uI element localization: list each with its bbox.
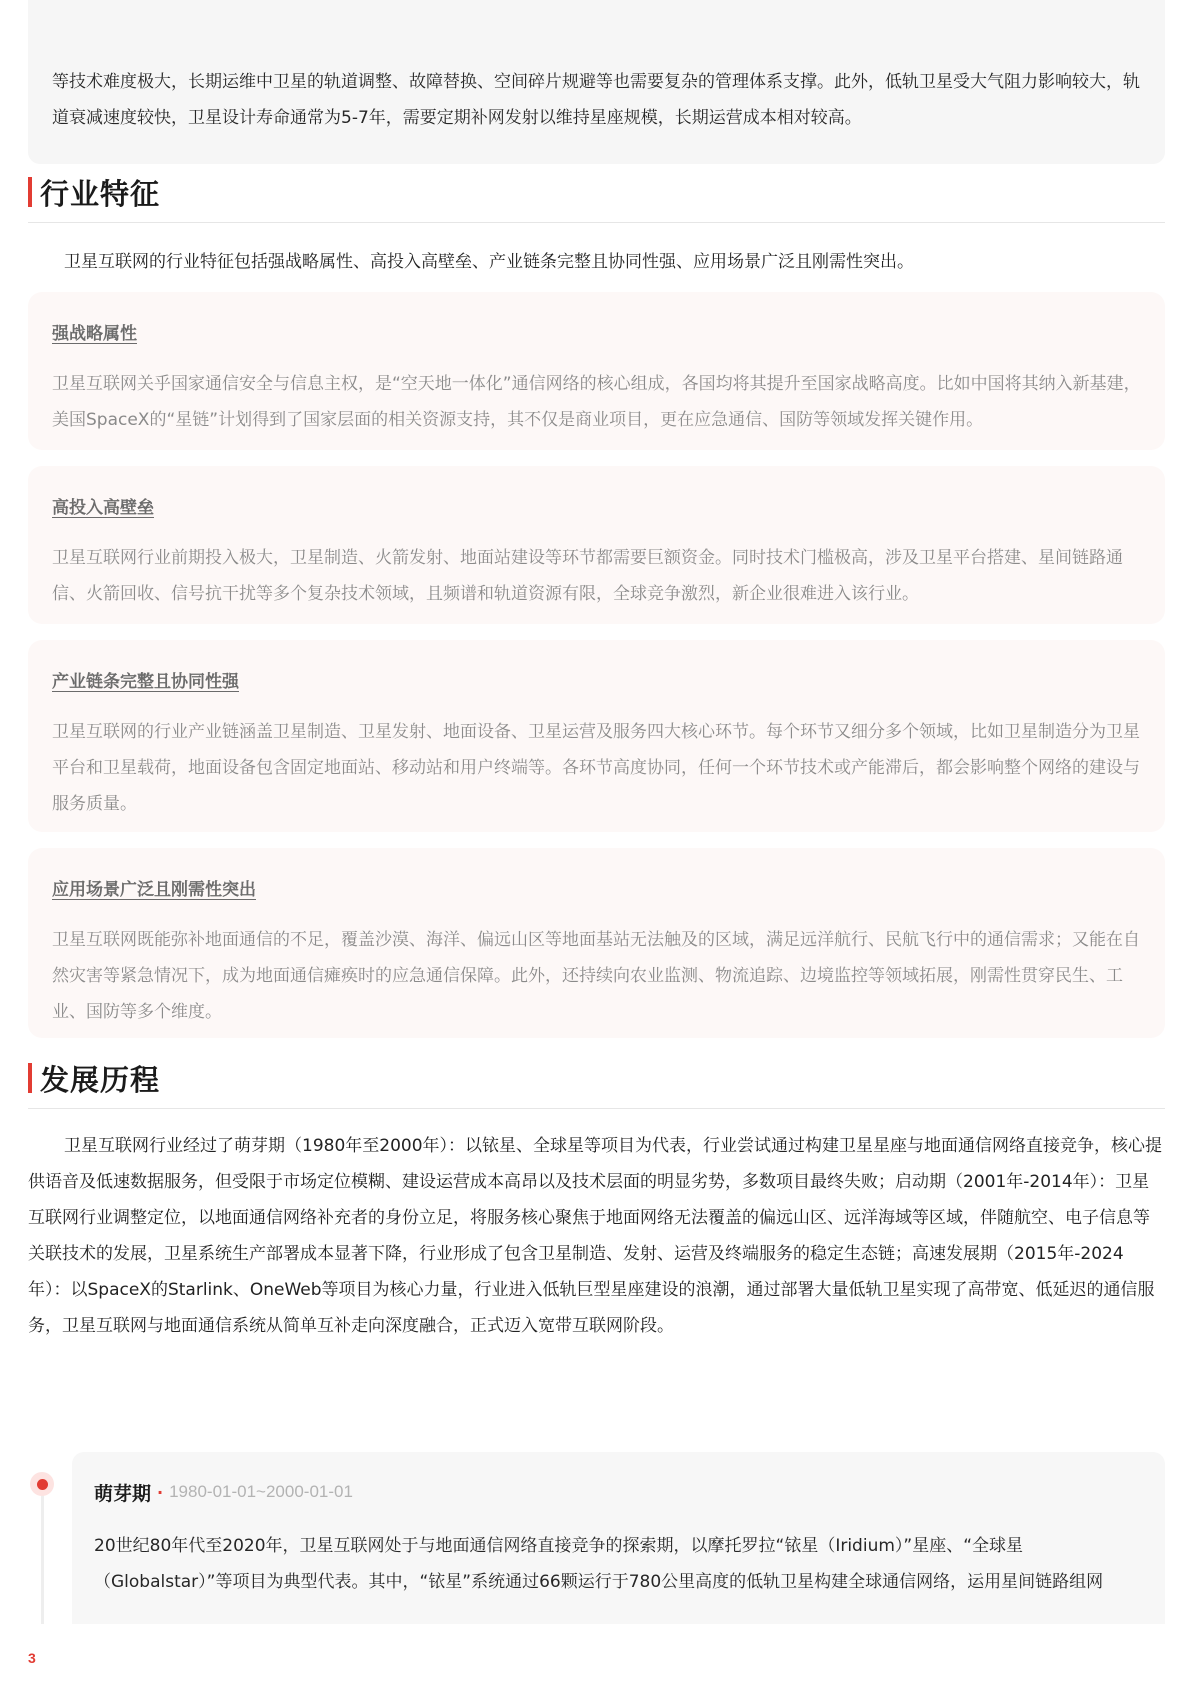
section-title: 发展历程: [40, 1062, 161, 1097]
timeline-body: 20世纪80年代至2020年，卫星互联网处于与地面通信网络直接竞争的探索期，以摩托罗拉“铱星（Iridium）”星座、“全球星（Globalstar）”等项目为典型代表。其中，“铱星”系统通过66颗运行于780公里高度的低轨卫星构建全球通信网络，运用星间链路组网: [94, 1536, 1104, 1592]
continuation-box: [28, 0, 1165, 164]
section-divider: [28, 222, 1165, 223]
timeline-separator: ·: [157, 1482, 164, 1502]
feature-card: [28, 466, 1165, 624]
continuation-text: 等技术难度极大，长期运维中卫星的轨道调整、故障替换、空间碎片规避等也需要复杂的管理体系支撑。此外，低轨卫星受大气阻力影响较大，轨道衰减速度较快，卫星设计寿命通常为5-7年，需要定期补网发射以维持星座规模，长期运营成本相对较高。: [52, 72, 1140, 128]
feature-card-body: 卫星互联网的行业产业链涵盖卫星制造、卫星发射、地面设备、卫星运营及服务四大核心环节。每个环节又细分多个领域，比如卫星制造分为卫星平台和卫星载荷，地面设备包含固定地面站、移动站和用户终端等。各环节高度协同，任何一个环节技术或产能滞后，都会影响整个网络的建设与服务质量。: [52, 722, 1140, 814]
feature-card-title: 产业链条完整且协同性强: [52, 672, 239, 692]
feature-card-body: 卫星互联网行业前期投入极大，卫星制造、火箭发射、地面站建设等环节都需要巨额资金。同时技术门槛极高，涉及卫星平台搭建、星间链路通信、火箭回收、信号抗干扰等多个复杂技术领域，且频谱和轨道资源有限，全球竞争激烈，新企业很难进入该行业。: [52, 548, 1123, 604]
feature-card: [28, 848, 1165, 1038]
timeline-card: [72, 1452, 1165, 1624]
feature-card-body: 卫星互联网既能弥补地面通信的不足，覆盖沙漠、海洋、偏远山区等地面基站无法触及的区域，满足远洋航行、民航飞行中的通信需求；又能在自然灾害等紧急情况下，成为地面通信瘫痪时的应急通信保障。此外，还持续向农业监测、物流追踪、边境监控等领域拓展，刚需性贯穿民生、工业、国防等多个维度。: [52, 930, 1140, 1022]
timeline-marker-icon: [30, 1472, 54, 1496]
section-heading-history: [28, 1056, 1165, 1100]
timeline-phase: 萌芽期: [94, 1482, 152, 1505]
history-intro: 卫星互联网行业经过了萌芽期（1980年至2000年）：以铱星、全球星等项目为代表，行业尝试通过构建卫星星座与地面通信网络直接竞争，核心提供语音及低速数据服务，但受限于市场定位模糊、建设运营成本高昂以及技术层面的明显劣势，多数项目最终失败；启动期（2001年-2014年）：卫星互联网行业调整定位，以地面通信网络补充者的身份立足，将服务核心聚焦于地面网络无法覆盖的偏远山区、远洋海域等区域，伴随航空、电子信息等关联技术的发展，卫星系统生产部署成本显著下降，行业形成了包含卫星制造、发射、运营及终端服务的稳定生态链；高速发展期（2015年-2024年）：以SpaceX的Starlink、OneWeb等项目为核心力量，行业进入低轨巨型星座建设的浪潮，通过部署大量低轨卫星实现了高带宽、低延迟的通信服务，卫星互联网与地面通信系统从简单互补走向深度融合，正式迈入宽带互联网阶段。: [28, 1136, 1163, 1336]
feature-card-title: 强战略属性: [52, 324, 137, 344]
section-divider: [28, 1108, 1165, 1109]
feature-card: [28, 292, 1165, 450]
feature-card-title: 应用场景广泛且刚需性突出: [52, 880, 256, 900]
timeline-line: [41, 1476, 44, 1624]
section-heading-industry: [28, 170, 1165, 214]
heading-accent-bar: [28, 1063, 32, 1093]
timeline-dot: [37, 1479, 48, 1490]
timeline-card-header: [94, 1478, 1141, 1506]
timeline-date: 1980-01-01~2000-01-01: [169, 1482, 353, 1501]
feature-card-body: 卫星互联网关乎国家通信安全与信息主权，是“空天地一体化”通信网络的核心组成，各国均将其提升至国家战略高度。比如中国将其纳入新基建，美国SpaceX的“星链”计划得到了国家层面的相关资源支持，其不仅是商业项目，更在应急通信、国防等领域发挥关键作用。: [52, 374, 1141, 430]
heading-accent-bar: [28, 177, 32, 207]
page-number: 3: [28, 1650, 36, 1666]
industry-intro: 卫星互联网的行业特征包括强战略属性、高投入高壁垒、产业链条完整且协同性强、应用场景广泛且刚需性突出。: [64, 252, 914, 272]
feature-card-title: 高投入高壁垒: [52, 498, 154, 518]
feature-card: [28, 640, 1165, 832]
section-title: 行业特征: [40, 176, 161, 211]
